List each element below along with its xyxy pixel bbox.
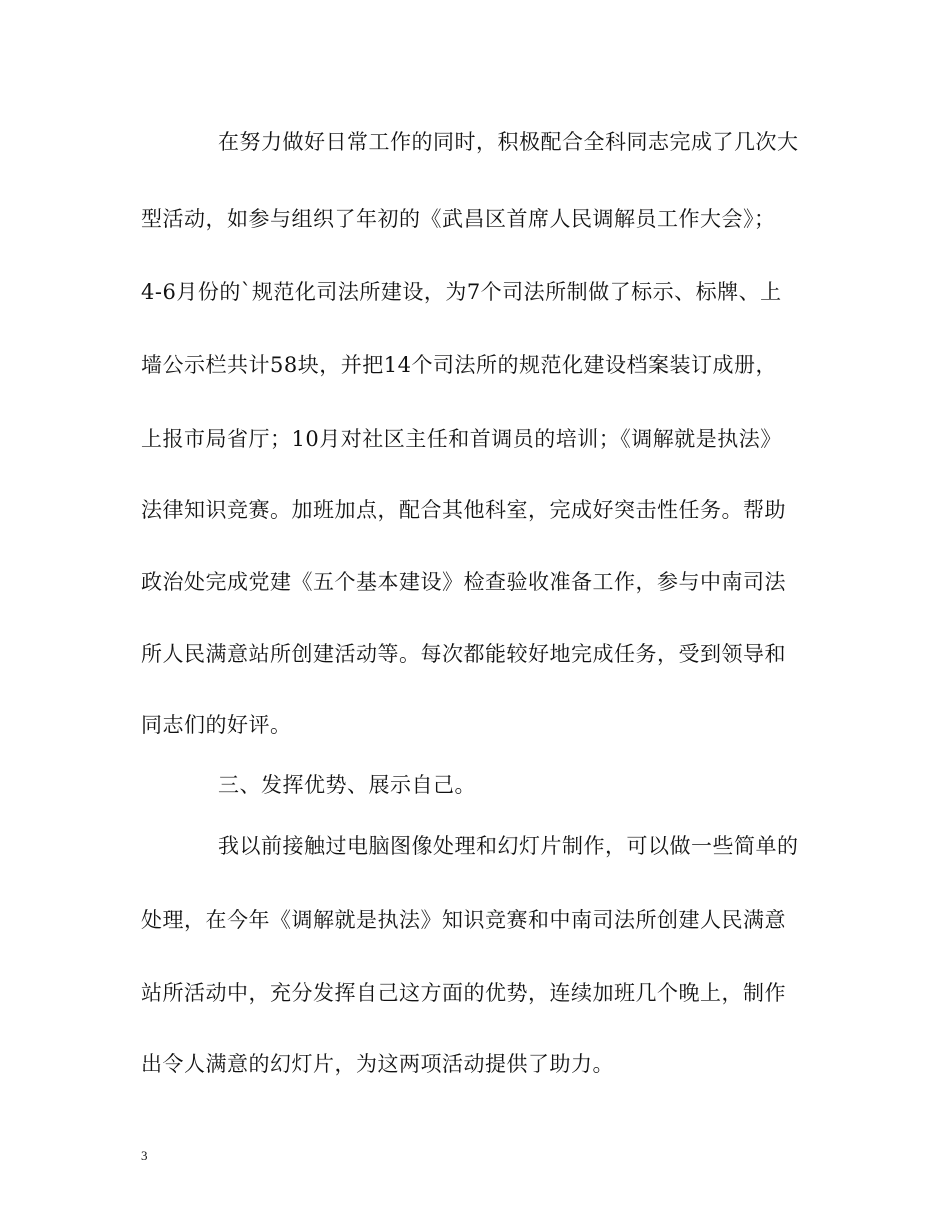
paragraph-line: 法律知识竞赛。加班加点，配合其他科室，完成好突击性任务。帮助 [141, 498, 786, 522]
paragraph-line: 出令人满意的幻灯片，为这两项活动提供了助力。 [141, 1052, 614, 1076]
paragraph-line: 型活动，如参与组织了年初的《武昌区首席人民调解员工作大会》； [141, 207, 776, 231]
paragraph-line: 上报市局省厅；10月对社区主任和首调员的培训；《调解就是执法》 [141, 427, 782, 451]
paragraph-line: 在努力做好日常工作的同时，积极配合全科同志完成了几次大 [218, 130, 799, 154]
paragraph-line: 所人民满意站所创建活动等。每次都能较好地完成任务，受到领导和 [141, 642, 786, 666]
paragraph-line: 墙公示栏共计58块，并把14个司法所的规范化建设档案装订成册， [141, 353, 777, 377]
paragraph-line: 政治处完成党建《五个基本建设》检查验收准备工作，参与中南司法 [141, 570, 786, 594]
paragraph-line: 4-6月份的`规范化司法所建设，为7个司法所制做了标示、标牌、上 [141, 280, 782, 304]
page-number: 3 [141, 1148, 148, 1163]
paragraph-line: 站所活动中，充分发挥自己这方面的优势，连续加班几个晚上，制作 [141, 981, 786, 1005]
paragraph-line: 处理，在今年《调解就是执法》知识竞赛和中南司法所创建人民满意 [141, 908, 786, 932]
section-heading: 三、发挥优势、展示自己。 [218, 773, 476, 797]
paragraph-line: 我以前接触过电脑图像处理和幻灯片制作，可以做一些简单的 [218, 834, 799, 858]
paragraph-line: 同志们的好评。 [141, 713, 292, 737]
